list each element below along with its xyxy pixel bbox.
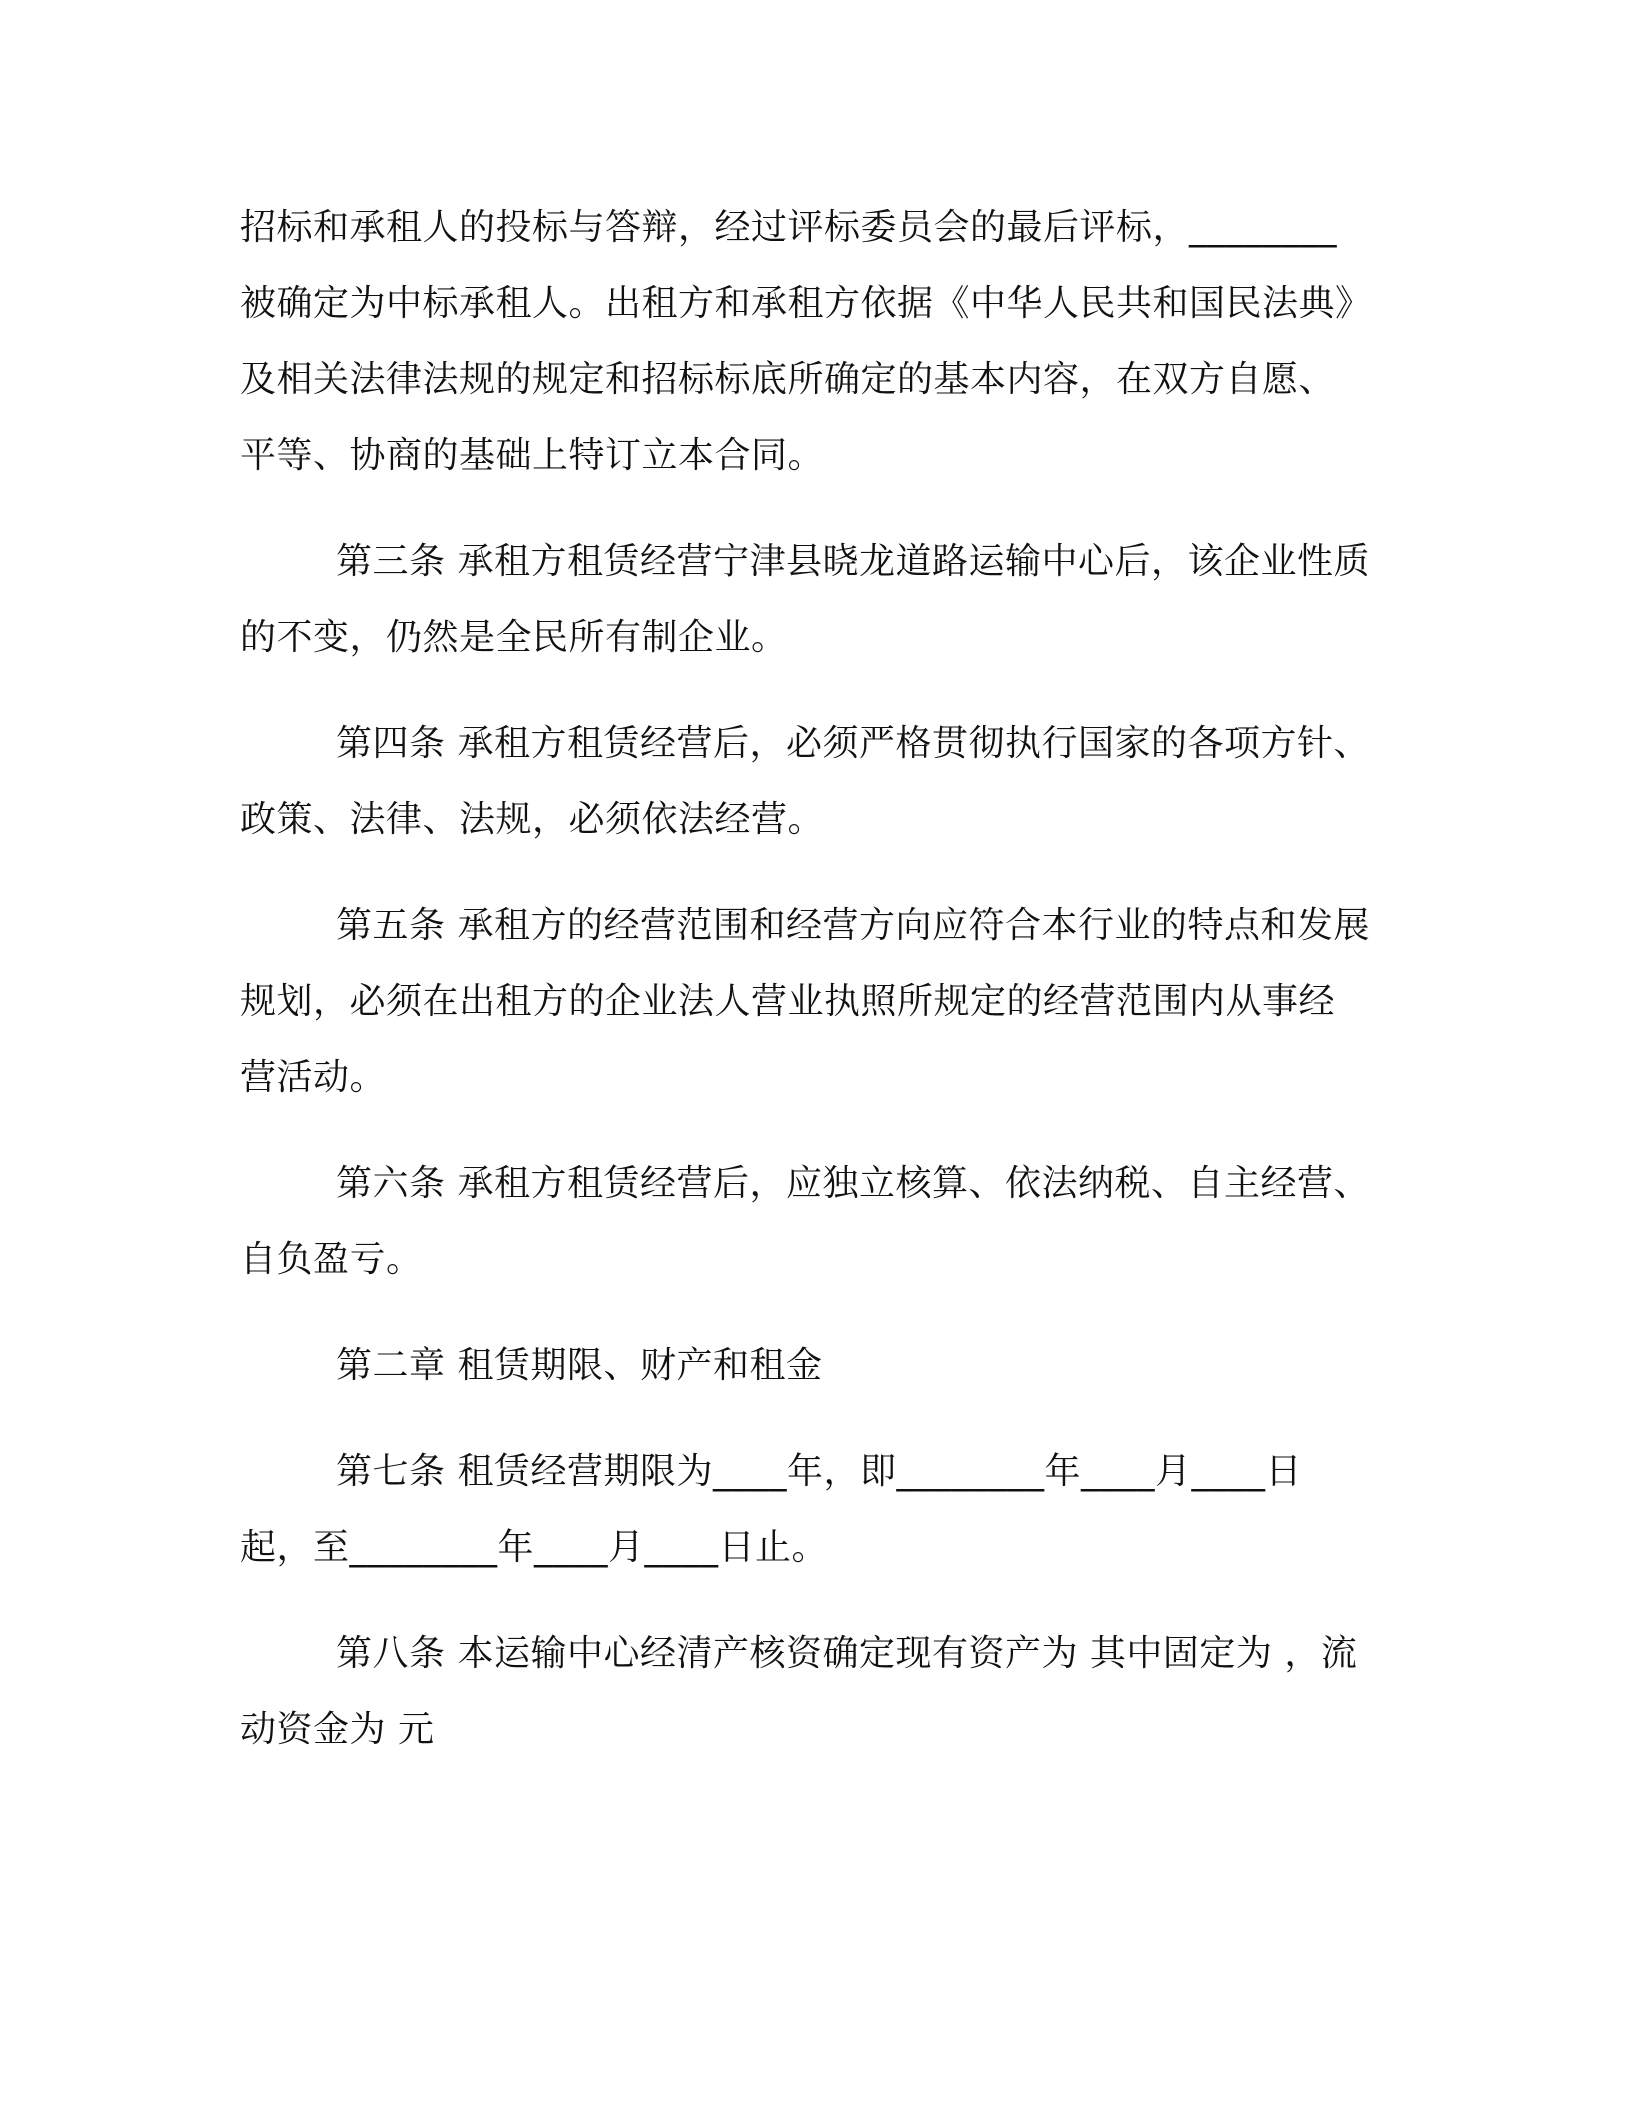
text-line: 自负盈亏。 [240, 1239, 423, 1280]
text-line: 规划，必须在出租方的企业法人营业执照所规定的经营范围内从事经 [240, 981, 1336, 1022]
chapter-heading [240, 1328, 1390, 1404]
text-line: 被确定为中标承租人。出租方和承租方依据《中华人民共和国民法典》 [240, 283, 1372, 324]
text-line: 第八条 本运输中心经清产核资确定现有资产为 其中固定为 ，流 [336, 1633, 1358, 1674]
paragraph-article-4 [240, 706, 1390, 858]
paragraph-article-5 [240, 888, 1390, 1116]
text-line: 动资金为 元 [240, 1709, 435, 1750]
text-line: 的不变，仍然是全民所有制企业。 [240, 617, 788, 658]
text-line: 第七条 租赁经营期限为____年，即________年____月____日 [336, 1451, 1302, 1492]
text-line: 平等、协商的基础上特订立本合同。 [240, 435, 825, 476]
paragraph-article-7 [240, 1434, 1390, 1586]
text-line: 第五条 承租方的经营范围和经营方向应符合本行业的特点和发展 [336, 905, 1370, 946]
paragraph-article-8 [240, 1616, 1390, 1768]
text-line: 第三条 承租方租赁经营宁津县晓龙道路运输中心后，该企业性质 [336, 541, 1370, 582]
text-line: 第六条 承租方租赁经营后，应独立核算、依法纳税、自主经营、 [336, 1163, 1370, 1204]
text-line: 起，至________年____月____日止。 [240, 1527, 829, 1568]
text-line: 招标和承租人的投标与答辩，经过评标委员会的最后评标，________ [240, 207, 1338, 248]
text-line: 及相关法律法规的规定和招标标底所确定的基本内容，在双方自愿、 [240, 359, 1336, 400]
text-line: 营活动。 [240, 1057, 387, 1098]
paragraph-article-6 [240, 1146, 1390, 1298]
text-line: 政策、法律、法规，必须依法经营。 [240, 799, 825, 840]
document-body [240, 190, 1390, 1768]
text-line: 第二章 租赁期限、财产和租金 [336, 1345, 823, 1386]
paragraph-article-3 [240, 524, 1390, 676]
paragraph-intro [240, 190, 1390, 494]
text-line: 第四条 承租方租赁经营后，必须严格贯彻执行国家的各项方针、 [336, 723, 1370, 764]
